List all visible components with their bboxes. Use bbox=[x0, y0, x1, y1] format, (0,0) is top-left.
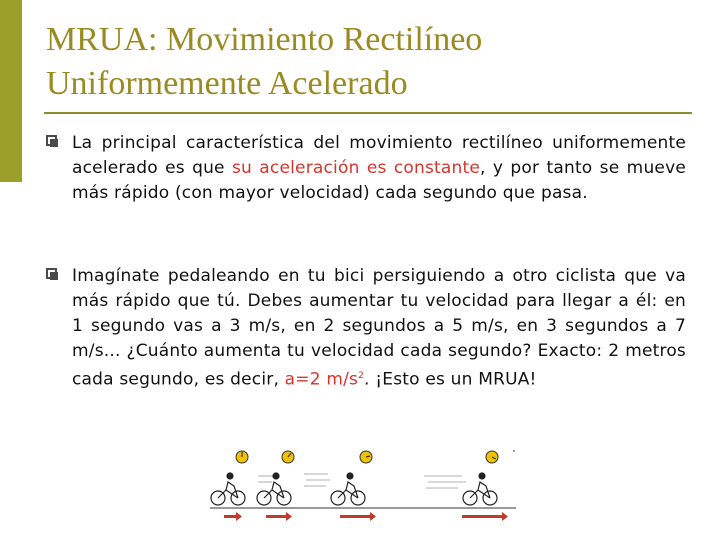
cyclist-icon-4 bbox=[463, 473, 497, 505]
stopwatch-icon-3 bbox=[360, 451, 372, 463]
speed-lines bbox=[258, 474, 466, 488]
square-bullet-icon bbox=[46, 135, 57, 146]
bullet-2-text-a: Imagínate pedaleando en tu bici persiguiendo a otro ciclista que va más rápido que tú. Debes aumentar tu velocidad para llegar a él: en 1 segundo vas a 3 m/s, en 2 segundos a 5 m/s, en 3 segundos a 7 m/s... ¿Cuánto aumenta tu velocidad cada segundo? Exacto: 2 metros cada segundo, es decir, bbox=[72, 266, 686, 390]
stopwatch-icon-2 bbox=[282, 451, 294, 463]
cyclist-icon-1 bbox=[211, 473, 245, 505]
bullet-item-1 bbox=[46, 131, 686, 206]
bullet-2-text-b: . ¡Esto es un MRUA! bbox=[364, 369, 537, 390]
bullet-1-text-b: , y por tanto se mueve más rápido (con mayor velocidad) cada segundo que pasa. bbox=[72, 158, 686, 203]
cyclist-icon-2 bbox=[257, 473, 291, 505]
velocity-arrow-1 bbox=[224, 512, 242, 521]
cyclist-icon-3 bbox=[331, 473, 365, 505]
cyclists-illustration bbox=[200, 440, 526, 532]
square-bullet-icon bbox=[46, 268, 57, 279]
bullet-1-text-a: La principal característica del movimiento rectilíneo uniformemente acelerado es que bbox=[72, 133, 686, 178]
bullet-text-2 bbox=[72, 264, 686, 393]
stopwatch-icon-4 bbox=[486, 451, 498, 463]
accent-side-bar bbox=[0, 0, 22, 182]
velocity-arrow-3 bbox=[340, 512, 376, 521]
bullet-1-highlight: su aceleración es constante bbox=[231, 158, 480, 178]
title-divider bbox=[44, 112, 692, 114]
bullet-2-highlight: a=2 m/s bbox=[284, 369, 359, 390]
slide-title bbox=[46, 18, 706, 106]
bullet-2-highlight-sup: 2 bbox=[358, 371, 365, 381]
title-line-1: MRUA: Movimiento Rectilíneo bbox=[46, 21, 483, 58]
bullet-text-1 bbox=[72, 131, 686, 206]
bullet-item-2 bbox=[46, 264, 686, 393]
velocity-arrow-4 bbox=[462, 512, 508, 521]
title-line-2: Uniformemente Acelerado bbox=[46, 65, 408, 102]
stopwatch-icon-1 bbox=[236, 451, 248, 463]
velocity-arrow-2 bbox=[266, 512, 292, 521]
